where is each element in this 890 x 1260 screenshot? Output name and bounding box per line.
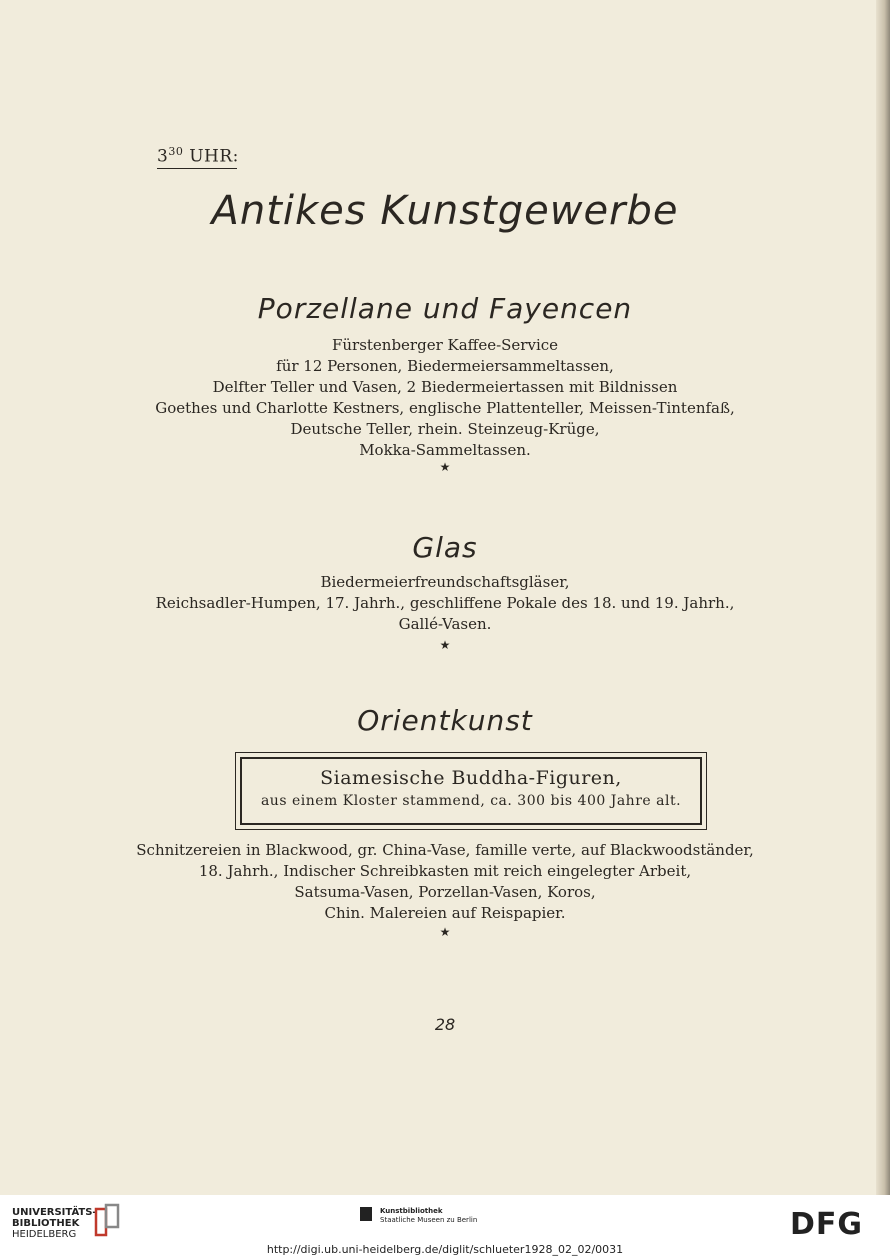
body-line: Fürstenberger Kaffee-Service [331,336,559,354]
section-title-orientkunst: Orientkunst [357,704,533,737]
body-line: Goethes und Charlotte Kestners, englische Plattenteller, Meissen-Tintenfaß, [155,399,735,417]
main-title: Antikes Kunstgewerbe [211,188,679,234]
body-line: Deutsche Teller, rhein. Steinzeug-Krüge, [290,420,600,438]
body-line: Mokka-Sammeltassen. [359,441,531,459]
highlight-box [235,752,707,830]
permalink-url[interactable]: http://digi.ub.uni-heidelberg.de/diglit/schlueter1928_02_02/0031 [266,1243,624,1256]
ub-line: HEIDELBERG [12,1229,77,1240]
page-number: 28 [434,1015,456,1034]
ub-logo-icon [92,1203,122,1241]
body-line: Satsuma-Vasen, Porzellan-Vasen, Koros, [294,883,596,901]
section-body-glas [0,572,890,635]
kb-line1: Kunstbibliothek [380,1207,443,1215]
body-line: Delfter Teller und Vasen, 2 Biedermeiertassen mit Bildnissen [212,378,678,396]
star-separator: ★ [439,460,451,474]
kb-line2: Staatliche Museen zu Berlin [380,1216,478,1224]
body-line: Reichsadler-Humpen, 17. Jahrh., geschliffene Pokale des 18. und 19. Jahrh., [155,594,735,612]
kunstbibliothek-icon [360,1207,372,1221]
highlight-box-inner [240,757,702,825]
body-line: für 12 Personen, Biedermeiersammeltassen, [276,357,614,375]
ub-heidelberg-logo-text [12,1207,97,1240]
ub-line: UNIVERSITÄTS- [12,1207,97,1218]
body-line: Chin. Malereien auf Reispapier. [324,904,566,922]
section-body-porzellane [0,335,890,461]
body-line: 18. Jahrh., Indischer Schreibkasten mit reich eingelegter Arbeit, [198,862,692,880]
body-line: Gallé-Vasen. [398,615,492,633]
ub-line: BIBLIOTHEK [12,1218,80,1229]
section-title-glas: Glas [412,531,478,564]
viewer-footer [0,1195,890,1260]
kunstbibliothek-logo [380,1207,477,1225]
page-edge-shadow [876,0,890,1195]
dfg-logo: DFG [790,1207,864,1242]
highlight-box-title: Siamesische Buddha-Figuren, [320,767,622,789]
section-title-porzellane: Porzellane und Fayencen [257,292,633,325]
section-body-orientkunst [0,840,890,924]
star-separator: ★ [439,925,451,939]
star-separator: ★ [439,638,451,652]
time-label: $3^{30}$ UHR: [157,145,239,167]
time-underline [157,168,237,169]
highlight-box-subtitle: aus einem Kloster stammend, ca. 300 bis 400 Jahre alt. [260,793,682,809]
body-line: Biedermeierfreundschaftsgläser, [320,573,570,591]
body-line: Schnitzereien in Blackwood, gr. China-Vase, famille verte, auf Blackwoodständer, [136,841,754,859]
